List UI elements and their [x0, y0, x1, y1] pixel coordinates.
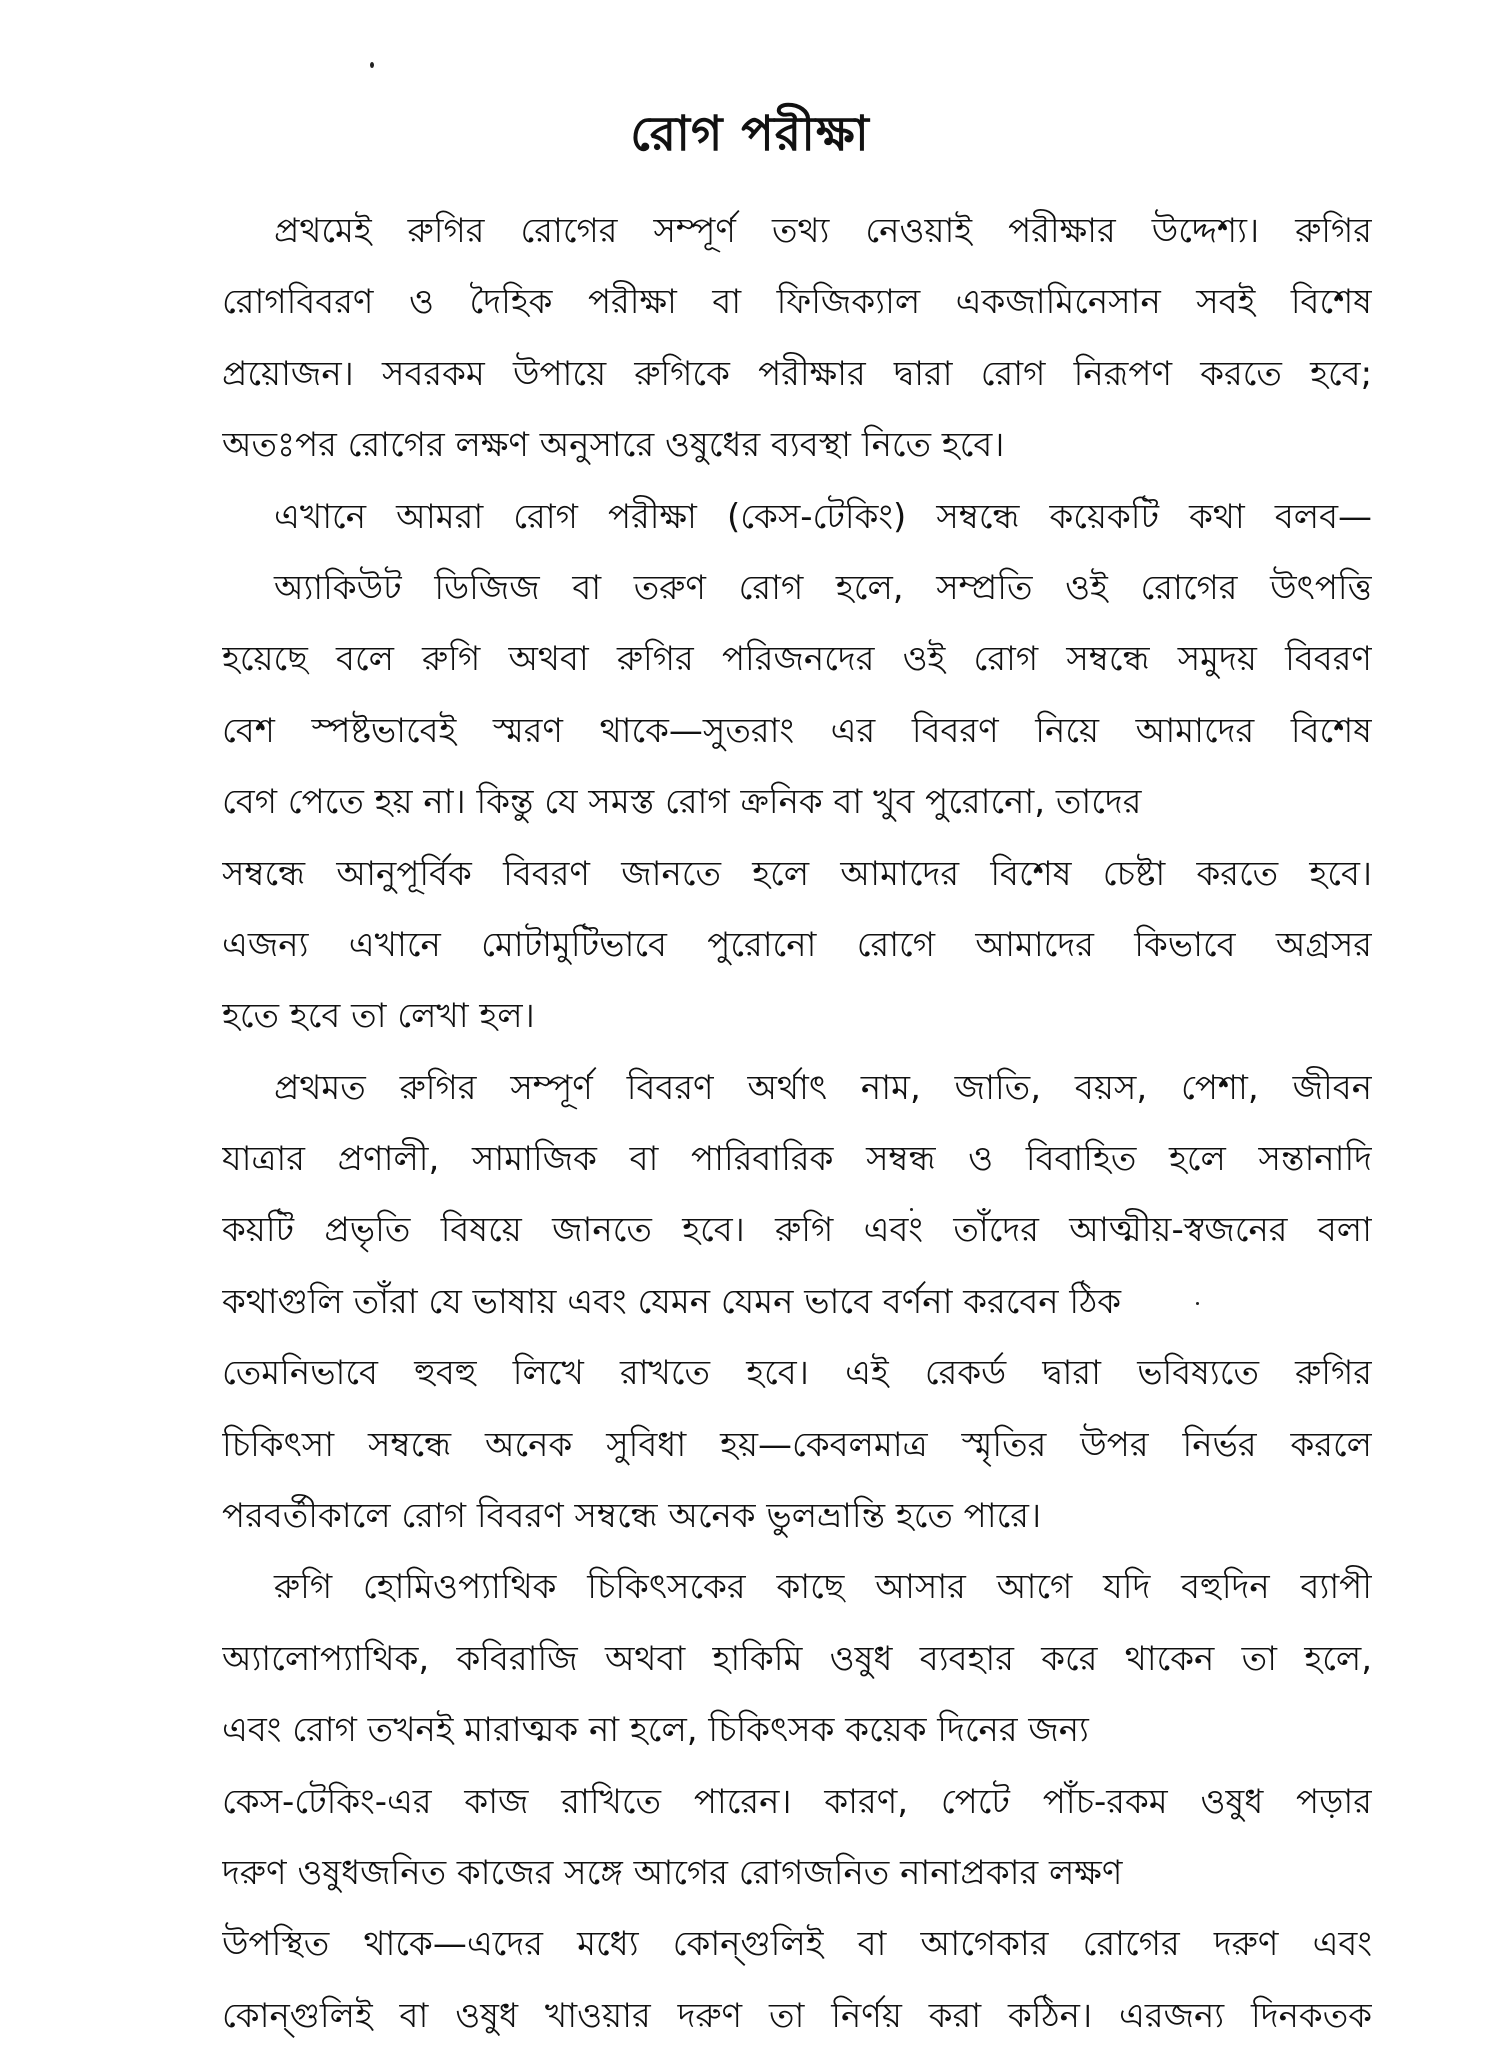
text-line: যাত্রার প্রণালী, সামাজিক বা পারিবারিক সম্বন্ধ ও বিবাহিত হলে সন্তানাদি	[222, 1139, 1372, 1180]
text-line: অতঃপর রোগের লক্ষণ অনুসারে ওষুধের ব্যবস্থা নিতে হবে।	[222, 425, 1005, 466]
text-line: হয়েছে বলে রুগি অথবা রুগির পরিজনদের ওই রোগ সম্বন্ধে সমুদয় বিবরণ	[222, 639, 1372, 680]
text-line: কথাগুলি তাঁরা যে ভাষায় এবং যেমন যেমন ভাবে বর্ণনা করবেন ঠিক	[222, 1281, 1122, 1322]
text-line: প্রথমেই রুগির রোগের সম্পূর্ণ তথ্য নেওয়াই পরীক্ষার উদ্দেশ্য। রুগির	[274, 211, 1372, 251]
text-line: অ্যাকিউট ডিজিজ বা তরুণ রোগ হলে, সম্প্রতি ওই রোগের উৎপত্তি	[274, 567, 1372, 608]
text-line: সম্বন্ধে আনুপূর্বিক বিবরণ জানতে হলে আমাদের বিশেষ চেষ্টা করতে হবে।	[222, 853, 1372, 894]
text-line: রোগবিবরণ ও দৈহিক পরীক্ষা বা ফিজিক্যাল একজামিনেসান সবই বিশেষ	[222, 282, 1372, 323]
page-title: রোগ পরীক্ষা	[630, 106, 870, 162]
text-line: উপস্থিত থাকে—এদের মধ্যে কোন্‌গুলিই বা আগেকার রোগের দরুণ এবং	[222, 1924, 1372, 1965]
text-line: বেশ স্পষ্টভাবেই স্মরণ থাকে—সুতরাং এর বিবরণ নিয়ে আমাদের বিশেষ	[222, 710, 1372, 751]
text-line: দরুণ ওষুধজনিত কাজের সঙ্গে আগের রোগজনিত নানাপ্রকার লক্ষণ	[222, 1852, 1123, 1893]
text-line: চিকিৎসা সম্বন্ধে অনেক সুবিধা হয়—কেবলমাত্র স্মৃতির উপর নির্ভর করলে	[222, 1424, 1372, 1465]
text-line: তেমনিভাবে হুবহু লিখে রাখতে হবে। এই রেকর্ড দ্বারা ভবিষ্যতে রুগির	[222, 1353, 1372, 1394]
text-line: কেস-টেকিং-এর কাজ রাখিতে পারেন। কারণ, পেটে পাঁচ-রকম ওষুধ পড়ার	[222, 1781, 1372, 1822]
text-line: হতে হবে তা লেখা হল।	[222, 996, 535, 1037]
text-line: প্রথমত রুগির সম্পূর্ণ বিবরণ অর্থাৎ নাম, জাতি, বয়স, পেশা, জীবন	[274, 1067, 1372, 1108]
text-line: বেগ পেতে হয় না। কিন্তু যে সমস্ত রোগ ক্রনিক বা খুব পুরোনো, তাদের	[222, 782, 1142, 823]
text-line: এজন্য এখানে মোটামুটিভাবে পুরোনো রোগে আমাদের কিভাবে অগ্রসর	[222, 924, 1372, 965]
body-text	[222, 196, 1372, 2052]
text-line: রুগি হোমিওপ্যাথিক চিকিৎসকের কাছে আসার আগে যদি বহুদিন ব্যাপী	[274, 1567, 1372, 1608]
text-line: অ্যালোপ্যাথিক, কবিরাজি অথবা হাকিমি ওষুধ ব্যবহার করে থাকেন তা হলে,	[222, 1638, 1372, 1679]
print-speck	[370, 62, 374, 68]
text-line: প্রয়োজন। সবরকম উপায়ে রুগিকে পরীক্ষার দ্বারা রোগ নিরূপণ করতে হবে;	[222, 353, 1372, 394]
text-line: কোন্‌গুলিই বা ওষুধ খাওয়ার দরুণ তা নির্ণয় করা কঠিন। এরজন্য দিনকতক	[222, 1995, 1372, 2036]
text-line: কয়টি প্রভৃতি বিষয়ে জানতে হবে। রুগি এবং তাঁদের আত্মীয়-স্বজনের বলা	[222, 1210, 1372, 1251]
text-line: এবং রোগ তখনই মারাত্মক না হলে, চিকিৎসক কয়েক দিনের জন্য	[222, 1710, 1089, 1751]
text-line: পরবর্তীকালে রোগ বিবরণ সম্বন্ধে অনেক ভুলভ্রান্তি হতে পারে।	[222, 1496, 1042, 1537]
text-line: এখানে আমরা রোগ পরীক্ষা (কেস-টেকিং) সম্বন্ধে কয়েকটি কথা বলব—	[274, 496, 1372, 537]
